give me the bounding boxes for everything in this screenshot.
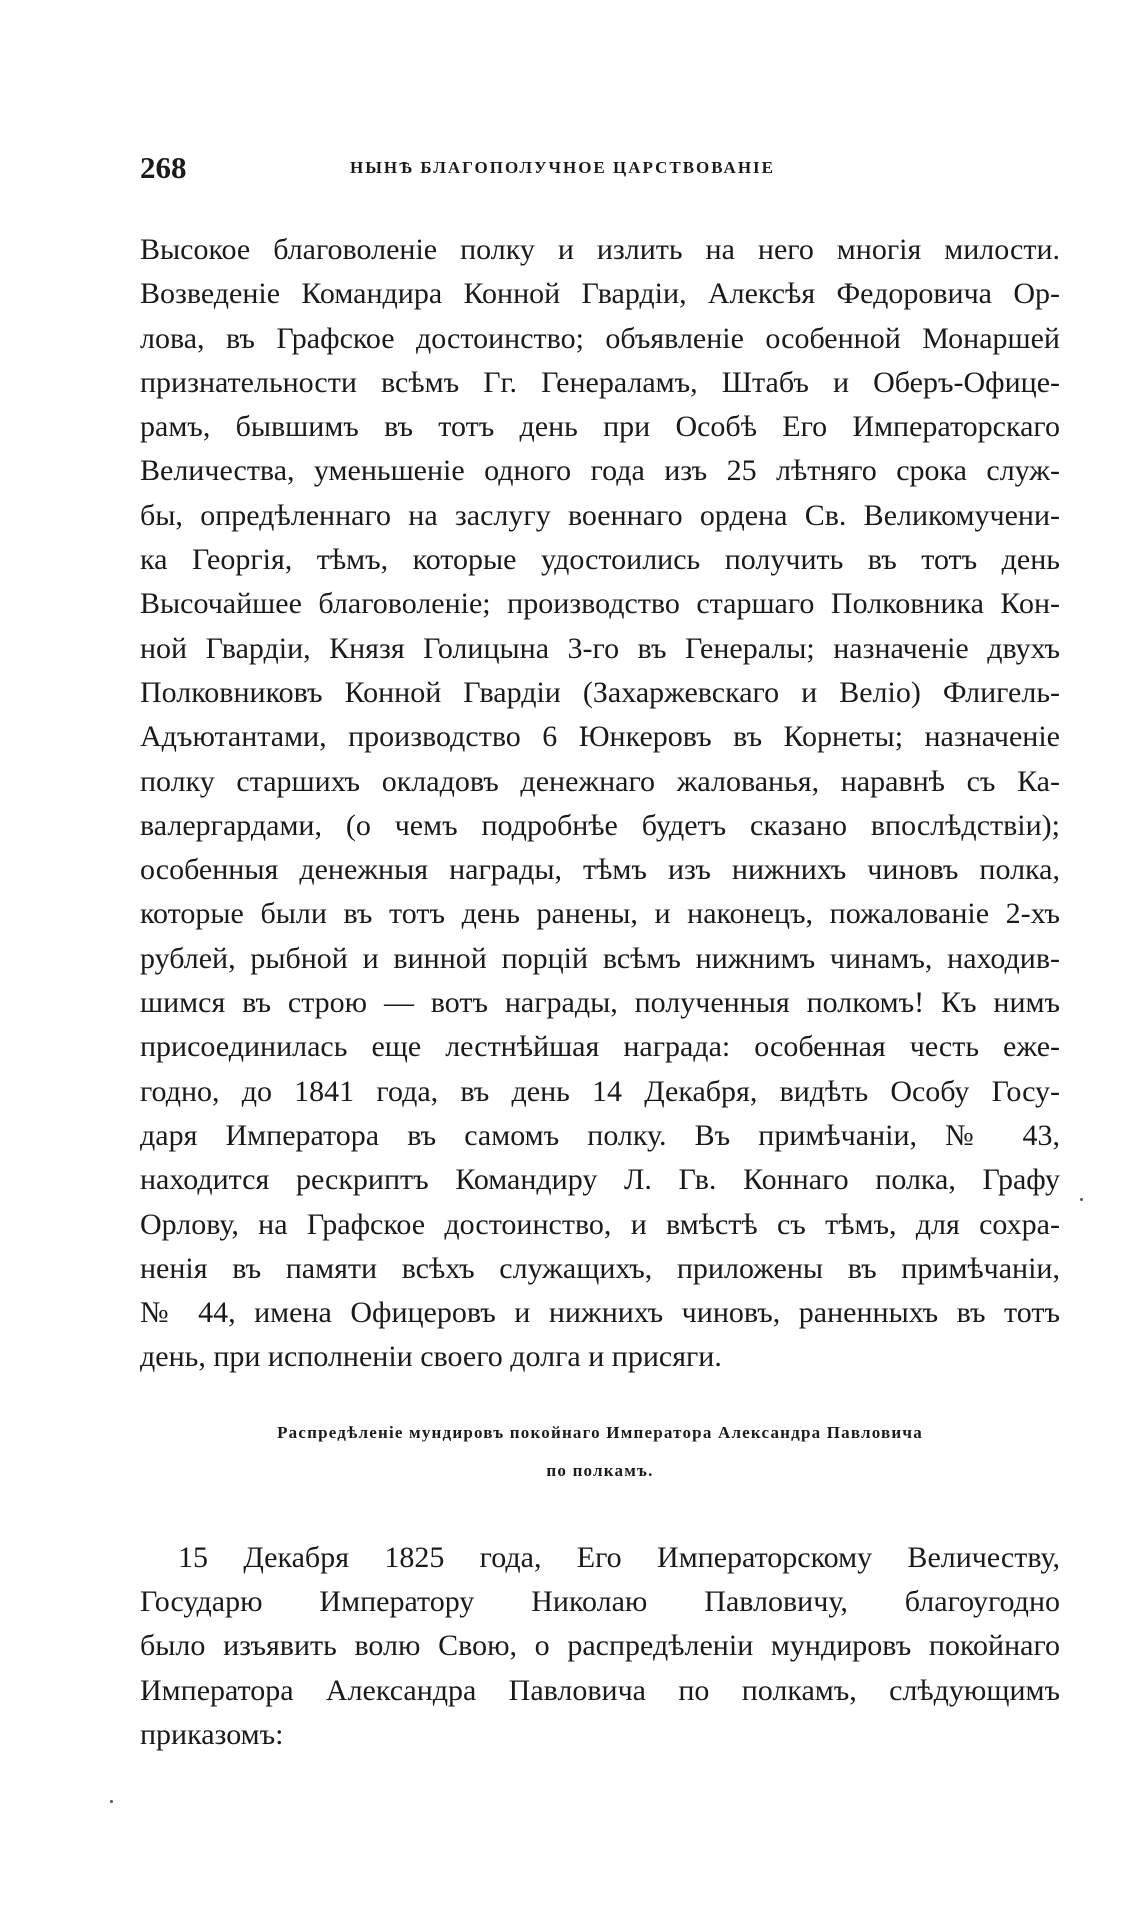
text-line: Государю Императору Николаю Павловичу, благоугодно	[140, 1585, 1060, 1619]
text-line: Возведеніе Командира Конной Гвардіи, Алексѣя Федоровича Ор-	[140, 277, 1060, 311]
page-header	[140, 150, 1060, 200]
text-line: шимся въ строю — вотъ награды, полученныя полкомъ! Къ нимъ	[140, 986, 1060, 1020]
text-line: Орлову, на Графское достоинство, и вмѣстѣ съ тѣмъ, для сохра-	[140, 1207, 1060, 1241]
text-line: 15 Декабря 1825 года, Его Императорскому Величеству,	[178, 1540, 1060, 1574]
text-line: Адъютантами, производство 6 Юнкеровъ въ Корнеты; назначеніе	[140, 720, 1060, 754]
section-heading	[140, 1414, 1060, 1490]
text-line: годно, до 1841 года, въ день 14 Декабря, видѣть Особу Госу-	[140, 1074, 1060, 1108]
text-line: рублей, рыбной и винной порцій всѣмъ нижнимъ чинамъ, находив-	[140, 941, 1060, 975]
text-line: ной Гвардіи, Князя Голицына 3-го въ Генералы; назначеніе двухъ	[140, 631, 1060, 665]
paragraph-2	[140, 1536, 1060, 1757]
text-line: рамъ, бывшимъ въ тотъ день при Особѣ Его Императорскаго	[140, 410, 1060, 444]
text-line: № 44, имена Офицеровъ и нижнихъ чиновъ, раненныхъ въ тотъ	[140, 1296, 1060, 1330]
text-line: даря Императора въ самомъ полку. Въ примѣчаніи, № 43,	[140, 1118, 1060, 1152]
section-heading-line: Распредѣленіе мундировъ покойнаго Императора Александра Павловича	[277, 1422, 923, 1442]
text-line: было изъявить волю Свою, о распредѣленіи мундировъ покойнаго	[140, 1629, 1060, 1663]
text-line: Высочайшее благоволеніе; производство старшаго Полковника Кон-	[140, 587, 1060, 621]
page-number: 268	[140, 150, 187, 185]
text-line: присоединилась еще лестнѣйшая награда: особенная честь еже-	[140, 1030, 1060, 1064]
text-line: Полковниковъ Конной Гвардіи (Захаржевскаго и Веліо) Флигель-	[140, 675, 1060, 709]
text-line: Высокое благоволеніе полку и излить на него многія милости.	[140, 233, 1060, 266]
text-line: бы, опредѣленнаго на заслугу военнаго ордена Св. Великомучени-	[140, 498, 1060, 532]
scan-speck	[110, 1800, 113, 1803]
paragraph-1	[140, 228, 1060, 1380]
text-line: Величества, уменьшеніе одного года изъ 25 лѣтняго срока служ-	[140, 454, 1060, 488]
book-page	[140, 150, 1060, 1757]
running-head: НЫНѢ БЛАГОПОЛУЧНОЕ ЦАРСТВОВАНІЕ	[350, 158, 775, 177]
text-line: признательности всѣмъ Гг. Генераламъ, Штабъ и Оберъ-Офице-	[140, 365, 1060, 399]
text-line: приказомъ:	[140, 1717, 284, 1751]
text-line: валергардами, (о чемъ подробнѣе будетъ сказано впослѣдствіи);	[140, 808, 1060, 842]
text-line: лова, въ Графское достоинство; объявленіе особенной Монаршей	[140, 321, 1060, 355]
text-line: полку старшихъ окладовъ денежнаго жалованья, наравнѣ съ Ка-	[140, 764, 1060, 798]
text-line: день, при исполненіи своего долга и присяги.	[140, 1340, 722, 1374]
scan-speck	[1080, 1198, 1083, 1201]
text-line: которые были въ тотъ день ранены, и наконецъ, пожалованіе 2-хъ	[140, 897, 1060, 931]
section-heading-line: по полкамъ.	[546, 1460, 654, 1480]
text-line: ненія въ памяти всѣхъ служащихъ, приложены въ примѣчаніи,	[140, 1251, 1060, 1285]
text-line: ка Георгія, тѣмъ, которые удостоились получить въ тотъ день	[140, 543, 1060, 577]
text-line: особенныя денежныя награды, тѣмъ изъ нижнихъ чиновъ полка,	[140, 853, 1060, 887]
text-line: находится рескриптъ Командиру Л. Гв. Коннаго полка, Графу	[140, 1163, 1060, 1197]
text-line: Императора Александра Павловича по полкамъ, слѣдующимъ	[140, 1673, 1060, 1707]
